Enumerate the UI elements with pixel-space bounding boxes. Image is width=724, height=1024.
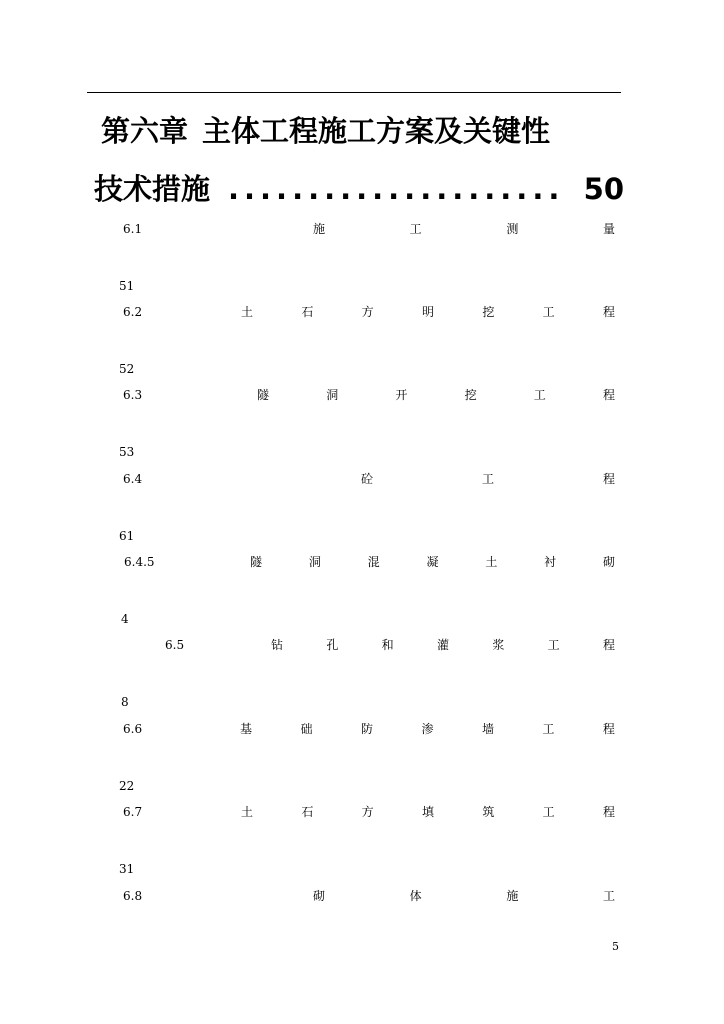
- toc-entry-number: 6.1: [123, 222, 143, 236]
- toc-entry-title-char: 程: [602, 638, 615, 652]
- toc-entry-title-char: 基: [240, 722, 253, 736]
- toc-entry-page: 51: [119, 279, 135, 293]
- toc-entry-number: 6.4.5: [124, 555, 155, 569]
- toc-entry-title: [257, 386, 615, 404]
- toc-entry-title-char: 凝: [426, 555, 439, 569]
- toc-entry-page: 52: [119, 362, 135, 376]
- toc-entry-title-char: 砼: [361, 472, 374, 486]
- toc-entry-title-char: 程: [602, 805, 615, 819]
- chapter-heading-line-1: [101, 114, 550, 148]
- toc-entry: [0, 470, 724, 488]
- toc-entry-title-char: 测: [506, 222, 519, 236]
- toc-entry-number: 6.4: [123, 472, 143, 486]
- toc-entry-title-char: 程: [602, 388, 615, 402]
- toc-entry-title-char: 工: [481, 472, 494, 486]
- toc-entry-title-char: 隧: [250, 555, 263, 569]
- toc-entry-title-char: 衬: [544, 555, 557, 569]
- toc-entry-page: 31: [119, 862, 135, 876]
- toc-entry: [0, 386, 724, 404]
- toc-entry-title-char: 石: [301, 305, 314, 319]
- toc-entry-title-char: 明: [421, 305, 434, 319]
- toc-entry-title-char: 程: [602, 722, 615, 736]
- toc-entry-title: [313, 220, 615, 238]
- toc-entry-title-char: 工: [542, 305, 555, 319]
- chapter-title-part-1: 主体工程施工方案及关键性: [202, 114, 551, 148]
- chapter-heading-line-2: [94, 172, 624, 206]
- toc-entry-page: 53: [119, 445, 135, 459]
- toc-entry-title-char: 工: [542, 722, 555, 736]
- toc-entry-title: [241, 303, 615, 321]
- toc-entry: [0, 553, 724, 571]
- toc-entry-number: 6.6: [123, 722, 143, 736]
- toc-entry-title-char: 筑: [482, 805, 495, 819]
- toc-entry-page: 61: [119, 529, 135, 543]
- toc-entry-title-char: 孔: [326, 638, 339, 652]
- toc-entry-title-char: 方: [361, 805, 374, 819]
- toc-entry-title-char: 础: [300, 722, 313, 736]
- toc-entry-title-char: 土: [241, 805, 254, 819]
- toc-entry-title: [361, 470, 615, 488]
- toc-entry-title-char: 程: [602, 472, 615, 486]
- toc-entry-title: [240, 720, 615, 738]
- toc-entry-number: 6.7: [123, 805, 143, 819]
- toc-entry-title-char: 钻: [271, 638, 284, 652]
- toc-entry-title-char: 挖: [482, 305, 495, 319]
- toc-entry-title-char: 混: [367, 555, 380, 569]
- toc-entry-title: [241, 803, 615, 821]
- toc-entry-title-char: 土: [241, 305, 254, 319]
- toc-entry-number: 6.3: [123, 388, 143, 402]
- toc-entry-title-char: 渗: [421, 722, 434, 736]
- toc-entry-title-char: 和: [381, 638, 394, 652]
- toc-entry-page: 8: [121, 695, 129, 709]
- header-rule: [87, 92, 621, 93]
- toc-entry-title-char: 工: [542, 805, 555, 819]
- toc-entry-page: 22: [119, 779, 135, 793]
- chapter-page-number: 50: [583, 172, 624, 206]
- toc-leader-dots: .....................: [228, 172, 565, 206]
- toc-entry-number: 6.5: [165, 638, 185, 652]
- toc-entry: [0, 303, 724, 321]
- toc-entry-title-char: 石: [301, 805, 314, 819]
- toc-entry-title-char: 工: [547, 638, 560, 652]
- toc-entry: [0, 803, 724, 821]
- toc-entry-title-char: 工: [409, 222, 422, 236]
- toc-entry: [0, 887, 724, 905]
- toc-entry-title-char: 洞: [308, 555, 321, 569]
- toc-entry-title-char: 开: [395, 388, 408, 402]
- toc-entry-number: 6.2: [123, 305, 143, 319]
- toc-entry-title-char: 施: [506, 889, 519, 903]
- toc-entry-title-char: 工: [533, 388, 546, 402]
- toc-entry-title-char: 填: [421, 805, 434, 819]
- toc-entry-title-char: 程: [602, 305, 615, 319]
- toc-entry-title-char: 隧: [257, 388, 270, 402]
- toc-entry-title-char: 防: [360, 722, 373, 736]
- toc-entry-title: [313, 887, 615, 905]
- toc-entry: [0, 220, 724, 238]
- toc-entry: [0, 636, 724, 654]
- toc-entry: [0, 720, 724, 738]
- toc-entry-title-char: 施: [313, 222, 326, 236]
- chapter-number: 第六章: [101, 114, 189, 148]
- toc-entry-title: [250, 553, 615, 571]
- toc-entry-number: 6.8: [123, 889, 143, 903]
- toc-entry-title-char: 体: [409, 889, 422, 903]
- toc-entry-title-char: 土: [485, 555, 498, 569]
- footer-page-number: 5: [612, 940, 619, 953]
- toc-entry-title: [271, 636, 615, 654]
- toc-entry-title-char: 灌: [436, 638, 449, 652]
- toc-entry-title-char: 工: [602, 889, 615, 903]
- toc-entry-title-char: 浆: [492, 638, 505, 652]
- toc-entry-title-char: 砌: [313, 889, 326, 903]
- toc-entry-title-char: 方: [361, 305, 374, 319]
- chapter-title-part-2: 技术措施: [94, 172, 211, 206]
- toc-entry-title-char: 量: [602, 222, 615, 236]
- toc-entry-title-char: 墙: [481, 722, 494, 736]
- toc-entry-title-char: 挖: [464, 388, 477, 402]
- toc-entry-page: 4: [121, 612, 129, 626]
- toc-entry-title-char: 洞: [326, 388, 339, 402]
- toc-entry-title-char: 砌: [602, 555, 615, 569]
